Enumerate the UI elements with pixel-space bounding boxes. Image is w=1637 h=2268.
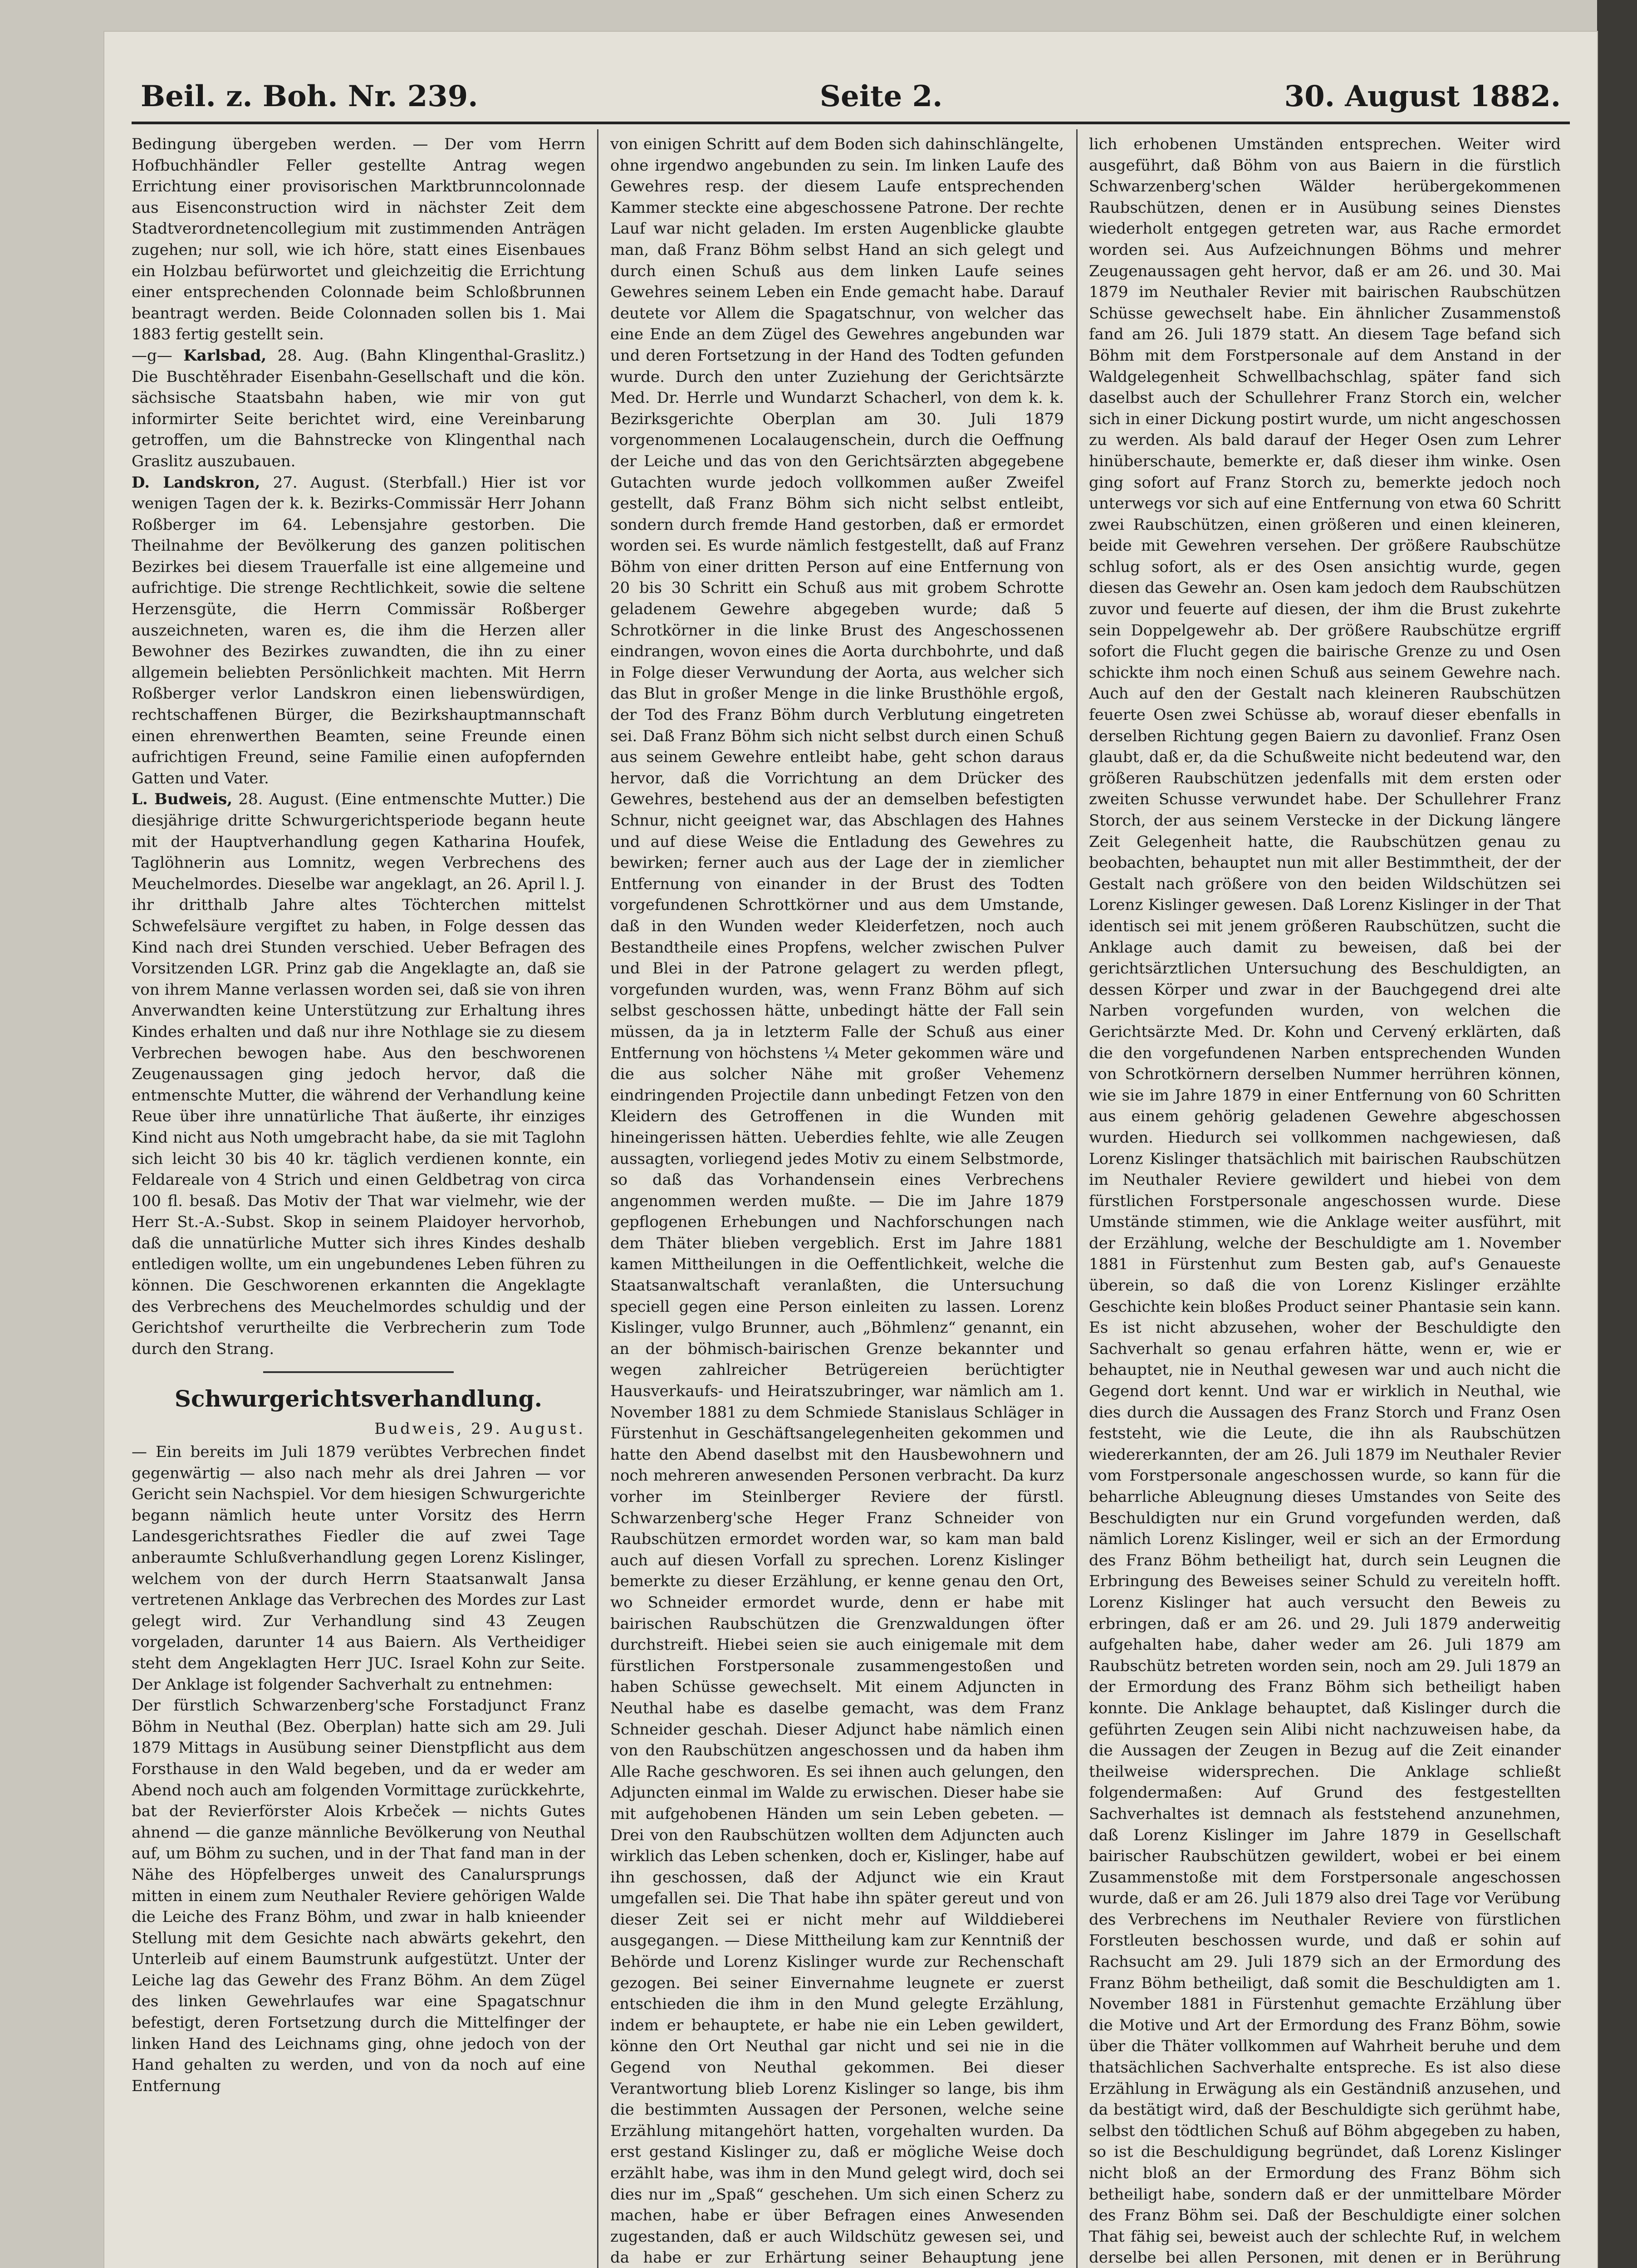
paragraph-budweis-text: 28. August. (Eine entmenschte Mutter.) Die diesjährige dritte Schwurgerichtsperiode begann heute mit der Hauptverhandlung gegen Katharina Houfek, Taglöhnerin aus Lomnitz, wegen Verbrechens des Meuchelmordes. Dieselbe war angeklagt, an 26. April l. J. ihr dritthalb Jahre altes Töchterchen mittelst Schwefelsäure vergiftet zu haben, in Folge dessen das Kind nach drei Stunden verschied. Ueber Befragen des Vorsitzenden LGR. Prinz gab die Angeklagte an, daß sie von ihrem Manne verlassen worden sei, daß sie von ihren Anverwandten keine Unterstützung zur Erhaltung ihres Kindes erhalten und daß nur ihre Nothlage sie zu diesem Verbrechen bewogen habe. Aus den beschworenen Zeugenaussagen ging jedoch hervor, daß die entmenschte Mutter, die während der Verhandlung keine Reue über ihre unnatürliche That äußerte, ihr einziges Kind nicht aus Noth umgebracht habe, da sie mit Taglohn sich leicht 30 bis 40 kr. täglich verdienen konnte, ein Feldareale von 4 Strich und einen Geldbetrag von circa 100 fl. besaß. Das Motiv der That war vielmehr, wie der Herr St.-A.-Subst. Skop in seinem Plaidoyer hervorhob, daß die unnatürliche Mutter sich ihres Kindes deshalb entledigen wollte, um ein ungebundenes Leben führen zu können. Die Geschworenen erkannten die Angeklagte des Verbrechens des Meuchelmordes schuldig und der Gerichtshof verurtheilte die Verbrecherin zum Tode durch den Strang. [132, 790, 585, 1358]
column-2 [610, 134, 1064, 2266]
dateline-place-karlsbad: Karlsbad, [183, 346, 267, 365]
column-3 [1089, 134, 1561, 2266]
header-issue: Beil. z. Boh. Nr. 239. [141, 79, 478, 113]
header-date: 30. August 1882. [1284, 79, 1561, 113]
paragraph-karlsbad-text: 28. Aug. (Bahn Klingenthal-Graslitz.) Die Buschtěhrader Eisenbahn-Gesellschaft und die kön. sächsische Staatsbahn haben, wie mir von gut informirter Seite berichtet wird, eine Vereinbarung getroffen, um die Bahnstrecke von Klingenthal nach Graslitz auszubauen. [132, 346, 585, 470]
header-rule [132, 122, 1570, 124]
page-header [141, 64, 1561, 113]
column-1 [132, 134, 585, 2266]
byline-marker: —g— [132, 346, 172, 365]
header-page-number: Seite 2. [819, 79, 943, 113]
dateline-place-landskron: D. Landskron, [132, 473, 260, 492]
paragraph-market-colonnade: Bedingung übergeben werden. — Der vom Herrn Hofbuchhändler Feller gestellte Antrag wegen Errichtung einer provisorischen Marktbrunncolonnade aus Eisenconstruction wird in nächster Zeit dem Stadtverordnetencollegium mit zustimmenden Anträgen zugehen; nur soll, wie ich höre, statt eines Eisenbaues ein Holzbau befürwortet und gleichzeitig die Errichtung einer entsprechenden Colonnade beim Schloßbrunnen beantragt werden. Beide Colonnaden sollen bis 1. Mai 1883 fertig gestellt sein. [132, 135, 585, 344]
newspaper-page [104, 32, 1597, 2268]
paragraph-trial-facts: Der fürstlich Schwarzenberg'sche Forstadjunct Franz Böhm in Neuthal (Bez. Oberplan) hatte sich am 29. Juli 1879 Mittags in Ausübung seiner Dienstpflicht aus dem Forsthause in den Wald begeben, und da er weder am Abend noch auch am folgenden Vormittage zurückkehrte, bat der Revierförster Alois Krbeček — nichts Gutes ahnend — die ganze männliche Bevölkerung von Neuthal auf, um Böhm zu suchen, und in der That fand man in der Nähe des Höpfelberges unweit des Canalursprungs mitten in einem zum Neuthaler Reviere gehörigen Walde die Leiche des Franz Böhm, und zwar in halb knieender Stellung mit dem Gesichte nach abwärts gekehrt, den Unterleib auf einem Baumstrunk aufgestützt. Unter der Leiche lag das Gewehr des Franz Böhm. An dem Zügel des linken Gewehrlaufes war eine Spagatschnur befestigt, deren Fortsetzung durch die Mittelfinger der linken Hand des Leichnams ging, ohne jedoch von der Hand gehalten zu werden, und von da noch auf eine Entfernung [132, 1696, 585, 2095]
section-separator [263, 1371, 454, 1373]
paragraph-budweis [132, 789, 585, 1359]
section-dateline: Budweis, 29. August. [374, 1420, 585, 1438]
paragraph-trial-continued: von einigen Schritt auf dem Boden sich dahinschlängelte, ohne irgendwo angebunden zu sein. Im linken Laufe des Gewehres resp. der diesem Laufe entsprechenden Kammer steckte eine abgeschossene Patrone. Der rechte Lauf war nicht geladen. Im ersten Augenblicke glaubte man, daß Franz Böhm selbst Hand an sich gelegt und durch einen Schuß aus dem linken Laufe seines Gewehres seinem Leben ein Ende gemacht habe. Darauf deutete vor Allem die Spagatschnur, von welcher das eine Ende an dem Zügel des Gewehres angebunden war und deren Fortsetzung in der Hand des Todten gefunden wurde. Durch den unter Zuziehung der Gerichtsärzte Med. Dr. Herrle und Wundarzt Schacherl, von dem k. k. Bezirksgerichte Oberplan am 30. Juli 1879 vorgenommenen Localaugenschein, durch die Oeffnung der Leiche und das von den Gerichtsärzten abgegebene Gutachten wurde jedoch vollkommen außer Zweifel gestellt, daß Franz Böhm sich nicht selbst entleibt, sondern durch fremde Hand gestorben, daß er ermordet worden sei. Es wurde nämlich festgestellt, daß auf Franz Böhm von einer dritten Person auf eine Entfernung von 20 bis 30 Schritt ein Schuß aus mit grobem Schrotte geladenem Gewehre abgegeben wurde; daß 5 Schrotkörner in die linke Brust des Angeschossenen eindrangen, wovon eines die Aorta durchbohrte, und daß in Folge dieser Verwundung der Aorta, aus welcher sich das Blut in großer Menge in die linke Brusthöhle ergoß, der Tod des Franz Böhm durch Verblutung eingetreten sei. Daß Franz Böhm sich nicht selbst durch einen Schuß aus seinem Gewehre entleibt habe, geht schon daraus hervor, daß die Vorrichtung an dem Drücker des Gewehres, bestehend aus der an demselben befestigten Schnur, nicht geeignet war, das Abschlagen des Hahnes und auf diese Weise die Entladung des Gewehres zu bewirken; ferner auch aus der Lage der in ziemlicher Entfernung von einander in der Brust des Todten vorgefundenen Schrottkörner und aus dem Umstande, daß in den Wunden weder Kleiderfetzen, noch auch Bestandtheile eines Propfens, welcher zwischen Pulver und Blei in der Patrone gelagert zu werden pflegt, vorgefunden wurden, was, wenn Franz Böhm auf sich selbst geschossen hätte, unbedingt hätte der Fall sein müssen, da ja in letzterm Falle der Schuß aus einer Entfernung von höchstens ¼ Meter gekommen wäre und die aus solcher Nähe mit großer Vehemenz eindringenden Projectile dann unbedingt Fetzen von den Kleidern des Getroffenen in die Wunden mit hineingerissen hätten. Ueberdies fehlte, wie alle Zeugen aussagten, vorliegend jedes Motiv zu einem Selbstmorde, so daß das Vorhandensein eines Verbrechens angenommen werden mußte. — Die im Jahre 1879 gepflogenen Erhebungen und Nachforschungen nach dem Thäter blieben vergeblich. Erst im Jahre 1881 kamen Mittheilungen in die Oeffentlichkeit, welche die Staatsanwaltschaft veranlaßten, die Untersuchung speciell gegen eine Person einleiten zu lassen. Lorenz Kislinger, vulgo Brunner, auch „Böhmlenz“ genannt, ein an der böhmisch-bairischen Grenze bekannter und wegen zahlreicher Betrügereien berüchtigter Hausverkaufs- und Heiratszubringer, war nämlich am 1. November 1881 zu dem Schmiede Stanislaus Schläger in Fürstenhut in Geschäftsangelegenheiten gekommen und hatte den Abend daselbst mit den Hausbewohnern und noch mehreren anwesenden Personen verbracht. Da kurz vorher im Steinlberger Reviere der fürstl. Schwarzenberg'sche Heger Franz Schneider von Raubschützen ermordet worden war, so kam man bald auch auf diesen Vorfall zu sprechen. Lorenz Kislinger bemerkte zu dieser Erzählung, er kenne genau den Ort, wo Schneider ermordet wurde, denn er habe mit bairischen Raubschützen die Grenzwaldungen öfter durchstreift. Hiebei seien sie auch einigemale mit dem fürstlichen Forstpersonale zusammengestoßen und haben Schüsse gewechselt. Mit einem Adjuncten in Neuthal habe es daselbe gemacht, was dem Franz Schneider geschah. Dieser Adjunct habe nämlich einen von den Raubschützen angeschossen und da haben ihm Alle Rache geschworen. Es sei ihnen auch gelungen, den Adjuncten einmal im Walde zu erwischen. Dieser habe sie mit aufgehobenen Händen um sein Leben gebeten. — Drei von den Raubschützen wollten dem Adjuncten auch wirklich das Leben schenken, doch er, Kislinger, habe auf ihn geschossen, daß der Adjunct wie ein Kraut umgefallen sei. Die That habe ihn später gereut und von dieser Zeit sei er nicht mehr auf Wilddieberei ausgegangen. — Diese Mittheilung kam zur Kenntniß der Behörde und Lorenz Kislinger wurde zur Rechenschaft gezogen. Bei seiner Einvernahme leugnete er zuerst entschieden die ihm in den Mund gelegte Erzählung, indem er behauptete, er habe nie ein Leben gewildert, könne den Ort Neuthal gar nicht und sei nie in die Gegend von Neuthal gekommen. Bei dieser Verantwortung blieb Lorenz Kislinger so lange, bis ihm die bestimmten Aussagen der Personen, welche seine Erzählung mitangehört hatten, vorgehalten wurden. Da erst gestand Kislinger zu, daß er mögliche Weise doch erzählt habe, was ihm in den Mund gelegt wird, doch sei dies nur im „Spaß“ geschehen. Um sich einen Scherz zu machen, habe er über Befragen eines Anwesenden zugestanden, daß er auch Wildschütz gewesen sei, und da habe er zur Erhärtung seiner Behauptung jene [610, 135, 1064, 2266]
paragraph-trial-intro: — Ein bereits im Juli 1879 verübtes Verbrechen findet gegenwärtig — also nach mehr als drei Jahren — vor Gericht sein Nachspiel. Vor dem hiesigen Schwurgerichte begann nämlich heute unter Vorsitz des Herrn Landesgerichtsrathes Fiedler die auf zwei Tage anberaumte Schlußverhandlung gegen Lorenz Kislinger, welchem von der durch Herrn Staatsanwalt Jansa vertretenen Anklage das Verbrechen des Mordes zur Last gelegt wird. Zur Verhandlung sind 43 Zeugen vorgeladen, darunter 14 aus Baiern. Als Vertheidiger steht dem Angeklagten Herr JUC. Israel Kohn zur Seite. Der Anklage ist folgender Sachverhalt zu entnehmen: [132, 1443, 585, 1694]
section-title: Schwurgerichtsverhandlung. [174, 1385, 543, 1413]
column-divider-2 [1076, 129, 1078, 2268]
scan-edge-shadow [1597, 0, 1637, 2268]
paragraph-landskron [132, 472, 585, 789]
column-divider-1 [597, 129, 598, 2268]
dateline-place-budweis: L. Budweis, [132, 790, 233, 809]
paragraph-trial-indictment: lich erhobenen Umständen entsprechen. Weiter wird ausgeführt, daß Böhm von aus Baiern in die fürstlich Schwarzenberg'schen Wälder herübergekommenen Raubschützen, denen er in Ausübung seines Dienstes wiederholt entgegen getreten war, aus Rache ermordet worden sei. Aus Aufzeichnungen Böhms und mehrer Zeugenaussagen geht hervor, daß er am 26. und 30. Mai 1879 im Neuthaler Revier mit bairischen Raubschützen Schüsse gewechselt habe. Ein ähnlicher Zusammenstoß fand am 26. Juli 1879 statt. An diesem Tage befand sich Böhm mit dem Forstpersonale auf dem Anstand in der Waldgelegenheit Schwellbachschlag, später fand sich daselbst auch der Schullehrer Franz Storch ein, welcher sich in einer Dickung postirt wurde, um nicht angeschossen zu werden. Als bald darauf der Heger Osen zum Lehrer hinüberschaute, bemerkte er, daß dieser ihm winke. Osen ging sofort auf Franz Storch zu, bemerkte jedoch noch unterwegs vor sich auf eine Entfernung von etwa 60 Schritt zwei Raubschützen, einen größeren und einen kleineren, beide mit Gewehren versehen. Der größere Raubschütze schlug sofort, als er des Osen ansichtig wurde, gegen diesen das Gewehr an. Osen kam jedoch dem Raubschützen zuvor und feuerte auf diesen, der ihm die Brust zukehrte sein Doppelgewehr ab. Der größere Raubschütze ergriff sofort die Flucht gegen die bairische Grenze zu und Osen schickte ihm noch einen Schuß aus seinem Gewehre nach. Auch auf den der Gestalt nach kleineren Raubschützen feuerte Osen zwei Schüsse ab, worauf dieser ebenfalls in derselben Richtung gegen Baiern zu davonlief. Franz Osen glaubt, daß er, da die Schußweite nicht bedeutend war, den größeren Raubschützen jedenfalls mit dem ersten oder zweiten Schusse verwundet habe. Der Schullehrer Franz Storch, der aus seinem Verstecke in der Dickung längere Zeit Gelegenheit hatte, die Raubschützen genau zu beobachten, behauptet nun mit aller Bestimmtheit, der der Gestalt nach größere von den beiden Wildschützen sei Lorenz Kislinger gewesen. Daß Lorenz Kislinger in der That identisch sei mit jenem größeren Raubschützen, sucht die Anklage auch damit zu beweisen, daß bei der gerichtsärztlichen Untersuchung des Beschuldigten, an dessen Körper und zwar in der Bauchgegend drei alte Narben vorgefunden wurden, von welchen die Gerichtsärzte Med. Dr. Kohn und Cervený erklärten, daß die den vorgefundenen Narben entsprechenden Wunden von Schrotkörnern derselben Nummer herrühren können, wie sie im Jahre 1879 in einer Entfernung von 60 Schritten aus einem gehörig geladenen Gewehre abgeschossen wurden. Hiedurch sei vollkommen nachgewiesen, daß Lorenz Kislinger thatsächlich mit bairischen Raubschützen im Neuthaler Reviere gewildert und hiebei von dem fürstlichen Forstpersonale angeschossen wurde. Diese Umstände stimmen, wie die Anklage weiter ausführt, mit der Erzählung, welche der Beschuldigte am 1. November 1881 in Fürstenhut zum Besten gab, auf's Genaueste überein, so daß die von Lorenz Kislinger erzählte Geschichte kein bloßes Product seiner Phantasie sein kann. Es ist nicht abzusehen, woher der Beschuldigte den Sachverhalt so genau erfahren hätte, wenn er, wie er behauptet, nie in Neuthal gewesen war und auch nicht die Gegend dort kennt. Und war er wirklich in Neuthal, wie dies durch die Aussagen des Franz Storch und Franz Osen feststeht, wie die Leute, die ihn als Raubschützen wiedererkannten, der am 26. Juli 1879 im Neuthaler Revier vom Forstpersonale angeschossen wurde, so kann für die beharrliche Ableugnung dieses Umstandes von Seite des Beschuldigten nur ein Grund vorgefunden werden, daß nämlich Lorenz Kislinger, weil er sich an der Ermordung des Franz Böhm betheiligt hat, durch sein Leugnen die Erbringung des Beweises seiner Schuld zu vereiteln hofft. Lorenz Kislinger hat auch versucht den Beweis zu erbringen, daß er am 26. und 29. Juli 1879 anderweitig aufgehalten habe, daher weder am 26. Juli 1879 am Raubschütz betreten worden sein, noch am 29. Juli 1879 an der Ermordung des Franz Böhm sich betheiligt haben konnte. Die Anklage behauptet, daß Kislinger durch die geführten Zeugen sein Alibi nicht nachzuweisen habe, da die Aussagen der Zeugen in Bezug auf die Zeit einander theilweise widersprechen. Die Anklage schließt folgendermaßen: Auf Grund des festgestellten Sachverhaltes ist demnach als feststehend anzunehmen, daß Lorenz Kislinger im Jahre 1879 in Gesellschaft bairischer Raubschützen gewildert, wobei er bei einem Zusammenstoße mit dem Forstpersonale angeschossen wurde, daß er am 26. Juli 1879 also drei Tage vor Verübung des Verbrechens im Neuthaler Reviere von fürstlichen Forstleuten beschossen wurde, und daß er sohin auf Rachsucht am 29. Juli 1879 sich an der Ermordung des Franz Böhm betheiligt, daß somit die Beschuldigten am 1. November 1881 in Fürstenhut gemachte Erzählung über die Motive und Art der Ermordung des Franz Böhm, sowie über die Thäter vollkommen auf Wahrheit beruhe und dem thatsächlichen Sachverhalte entspreche. Es ist also diese Erzählung in Erwägung als ein Geständniß anzusehen, und da bestätigt wird, daß der Beschuldigte sich gerühmt habe, selbst den tödtlichen Schuß auf Böhm abgegeben zu haben, so ist die Beschuldigung begründet, daß Lorenz Kislinger nicht bloß an der Ermordung des Franz Böhm sich betheiligt habe, sondern daß er der unmittelbare Mörder des Franz Böhm sei. Daß der Beschuldigte einer solchen That fähig sei, beweist auch der schlechte Ruf, in welchem derselbe bei allen Personen, mit denen er in Berührung [1089, 135, 1561, 2266]
paragraph-landskron-text: 27. August. (Sterbfall.) Hier ist vor wenigen Tagen der k. k. Bezirks-Commissär Herr Johann Roßberger im 64. Lebensjahre gestorben. Die Theilnahme der Bevölkerung des ganzen politischen Bezirkes bei diesem Trauerfalle ist eine allgemeine und aufrichtige. Die strenge Rechtlichkeit, sowie die seltene Herzensgüte, die Herrn Commissär Roßberger auszeichneten, waren es, die ihm die Herzen aller Bewohner des Bezirkes zuwandten, die ihn zu einer allgemein beliebten Persönlichkeit machten. Mit Herrn Roßberger verlor Landskron einen liebenswürdigen, rechtschaffenen Bürger, die Bezirkshauptmannschaft einen ehrenwerthen Beamten, seine Freunde einen aufrichtigen Freund, seine Familie einen aufopfernden Gatten und Vater. [132, 473, 585, 787]
paragraph-karlsbad [132, 345, 585, 472]
